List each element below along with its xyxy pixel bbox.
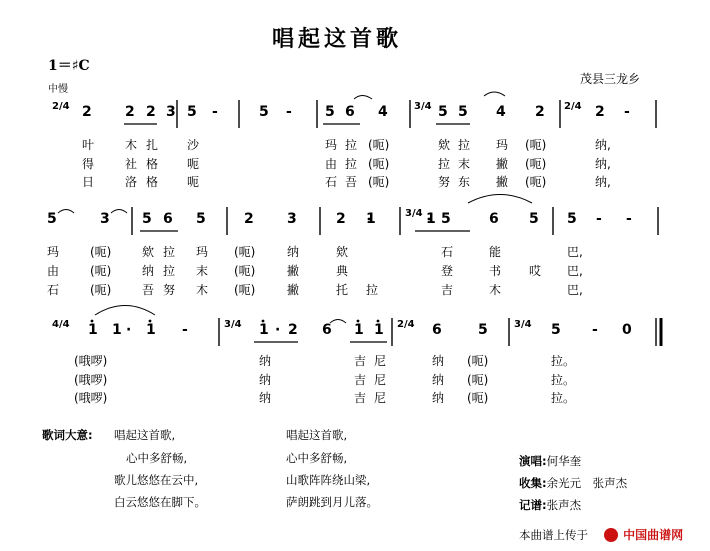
note: 4	[496, 104, 506, 120]
lyric: 拉	[163, 245, 176, 259]
note: ·	[275, 322, 281, 338]
lyric: 托	[336, 283, 349, 297]
upload-note: 本曲谱上传于	[519, 528, 588, 542]
note: -	[286, 104, 292, 120]
lyric: 拉。	[551, 373, 576, 387]
lyric: 木	[489, 283, 502, 297]
note: 6	[163, 211, 173, 227]
lyric: 吾	[142, 283, 155, 297]
note: 2	[535, 104, 545, 120]
lyric: 扎	[146, 138, 159, 152]
note: 2	[146, 104, 156, 120]
note: 5	[551, 322, 561, 338]
note: 3	[100, 211, 110, 227]
credit-transcriber: 记谱:张声杰	[519, 498, 582, 512]
lyric: 拉	[163, 264, 176, 278]
lyric: 拉	[345, 157, 358, 171]
lyric: 末	[458, 157, 471, 171]
note: -	[182, 322, 188, 338]
lyric: 呃	[187, 175, 200, 189]
note: 1	[88, 322, 98, 338]
lyrics-meaning-line: 萨朗跳到月儿落。	[286, 495, 378, 509]
lyric: 木	[125, 138, 138, 152]
note: 1	[354, 322, 364, 338]
lyric: 玛	[47, 245, 60, 259]
lyric: 玛	[325, 138, 338, 152]
lyric: 末	[196, 264, 209, 278]
lyric: (哦啰)	[74, 373, 108, 387]
lyric: 由	[47, 264, 60, 278]
lyric: 能	[489, 245, 502, 259]
lyric: 沙	[187, 138, 200, 152]
note: 5	[325, 104, 335, 120]
note: 2	[125, 104, 135, 120]
note: 3	[287, 211, 297, 227]
time-signature: 2/4	[52, 101, 70, 112]
lyric: 东	[458, 175, 471, 189]
lyric: (呃)	[368, 175, 390, 189]
note: -	[212, 104, 218, 120]
note: 4	[378, 104, 388, 120]
lyrics-meaning-line: 唱起这首歌,	[114, 428, 176, 442]
note: 5	[187, 104, 197, 120]
note: 5	[478, 322, 488, 338]
note: 1	[259, 322, 269, 338]
note: 5	[529, 211, 539, 227]
lyric: (呃)	[467, 391, 489, 405]
lyric: 拉	[345, 138, 358, 152]
lyric: 欸	[438, 138, 451, 152]
site-logo[interactable]: 中国曲谱网	[604, 524, 683, 543]
time-signature: 2/4	[397, 319, 415, 330]
note: 6	[432, 322, 442, 338]
lyric: (呃)	[234, 245, 256, 259]
note: 5	[47, 211, 57, 227]
lyric: (呃)	[90, 245, 112, 259]
lyric: (哦啰)	[74, 354, 108, 368]
lyric: 哎	[529, 264, 542, 278]
lyrics-meaning-line: 歌儿悠悠在云中,	[114, 473, 199, 487]
time-signature: 3/4	[514, 319, 532, 330]
note: 6	[322, 322, 332, 338]
lyric: 纳,	[595, 138, 611, 152]
lyric: 巴,	[567, 283, 583, 297]
lyric: 石	[325, 175, 338, 189]
note: 5	[567, 211, 577, 227]
note: 1	[146, 322, 156, 338]
note: 6	[489, 211, 499, 227]
lyric: (呃)	[525, 175, 547, 189]
note: 3	[166, 104, 176, 120]
lyric: 吉	[354, 354, 367, 368]
lyric: 欸	[336, 245, 349, 259]
lyric: 纳	[432, 354, 445, 368]
note: 2	[244, 211, 254, 227]
lyric: 玛	[496, 138, 509, 152]
lyric: 呃	[187, 157, 200, 171]
lyrics-meaning-line: 白云悠悠在脚下。	[114, 495, 206, 509]
note: 1	[366, 211, 376, 227]
lyric: 得	[82, 157, 95, 171]
lyric: 纳,	[595, 175, 611, 189]
lyrics-meaning-line: 心中多舒畅,	[286, 451, 348, 465]
lyric: 纳	[142, 264, 155, 278]
lyric: 纳	[259, 373, 272, 387]
lyric: 拉	[366, 283, 379, 297]
lyric: 格	[146, 175, 159, 189]
lyric: (呃)	[467, 373, 489, 387]
note: 5	[259, 104, 269, 120]
lyric: 石	[47, 283, 60, 297]
song-title: 唱起这首歌	[272, 26, 403, 52]
lyric: (呃)	[234, 283, 256, 297]
lyric: 纳	[259, 354, 272, 368]
lyric: 吾	[345, 175, 358, 189]
lyric: 纳	[259, 391, 272, 405]
source-location: 茂县三龙乡	[580, 72, 641, 86]
lyric: 纳	[432, 391, 445, 405]
logo-icon	[604, 528, 618, 542]
lyric: (呃)	[234, 264, 256, 278]
lyric: 纳,	[595, 157, 611, 171]
lyric: 撇	[287, 283, 300, 297]
lyric: 吉	[441, 283, 454, 297]
lyric: 撇	[496, 157, 509, 171]
note: 5	[196, 211, 206, 227]
note: 1	[374, 322, 384, 338]
note: 2	[595, 104, 605, 120]
note: 2	[288, 322, 298, 338]
lyric: 典	[336, 264, 349, 278]
note: 1	[426, 211, 436, 227]
note: -	[596, 211, 602, 227]
lyric: (呃)	[467, 354, 489, 368]
lyric: 纳	[287, 245, 300, 259]
lyric: 登	[441, 264, 454, 278]
lyric: (呃)	[368, 157, 390, 171]
lyric: 书	[489, 264, 502, 278]
lyric: 木	[196, 283, 209, 297]
lyric: 洛	[125, 175, 138, 189]
lyric: (呃)	[368, 138, 390, 152]
lyric: 叶	[82, 138, 95, 152]
lyric: 努	[438, 175, 451, 189]
lyric: 努	[163, 283, 176, 297]
lyric: (呃)	[90, 264, 112, 278]
lyric: (哦啰)	[74, 391, 108, 405]
note: 5	[438, 104, 448, 120]
lyrics-meaning-line: 唱起这首歌,	[286, 428, 348, 442]
note: 0	[622, 322, 632, 338]
note: 2	[82, 104, 92, 120]
note: 6	[345, 104, 355, 120]
note: 2	[336, 211, 346, 227]
lyric: 撇	[287, 264, 300, 278]
note: -	[624, 104, 630, 120]
credit-collector: 收集:余光元 张声杰	[519, 476, 628, 490]
lyric: 撇	[496, 175, 509, 189]
lyric: 拉。	[551, 391, 576, 405]
lyrics-meaning-line: 山歌阵阵绕山梁,	[286, 473, 371, 487]
time-signature: 2/4	[564, 101, 582, 112]
lyric: 拉	[458, 138, 471, 152]
lyric: 尼	[374, 391, 387, 405]
lyric: 巴,	[567, 245, 583, 259]
lyric: (呃)	[525, 138, 547, 152]
time-signature: 3/4	[224, 319, 242, 330]
time-signature: 3/4	[405, 208, 423, 219]
time-signature: 3/4	[414, 101, 432, 112]
note: ·	[126, 322, 132, 338]
lyric: 玛	[196, 245, 209, 259]
lyric: 巴,	[567, 264, 583, 278]
note: 5	[441, 211, 451, 227]
lyric: 纳	[432, 373, 445, 387]
time-signature: 4/4	[52, 319, 70, 330]
lyrics-meaning-label: 歌词大意:	[42, 428, 93, 442]
lyric: 尼	[374, 354, 387, 368]
lyric: 石	[441, 245, 454, 259]
lyric: 欸	[142, 245, 155, 259]
lyric: (呃)	[525, 157, 547, 171]
note: 5	[142, 211, 152, 227]
note: 5	[458, 104, 468, 120]
lyric: 拉。	[551, 354, 576, 368]
key-signature: 1＝♯C	[48, 58, 90, 74]
lyric: 社	[125, 157, 138, 171]
lyric: 格	[146, 157, 159, 171]
credit-singer: 演唱:何华奎	[519, 454, 582, 468]
lyric: 日	[82, 175, 95, 189]
note: 1	[112, 322, 122, 338]
note: -	[626, 211, 632, 227]
lyric: 吉	[354, 391, 367, 405]
lyric: 由	[325, 157, 338, 171]
tempo-marking: 中慢	[48, 84, 68, 95]
lyric: 拉	[438, 157, 451, 171]
note: -	[592, 322, 598, 338]
lyric: 吉	[354, 373, 367, 387]
lyric: 尼	[374, 373, 387, 387]
lyrics-meaning-line: 心中多舒畅,	[126, 451, 188, 465]
lyric: (呃)	[90, 283, 112, 297]
